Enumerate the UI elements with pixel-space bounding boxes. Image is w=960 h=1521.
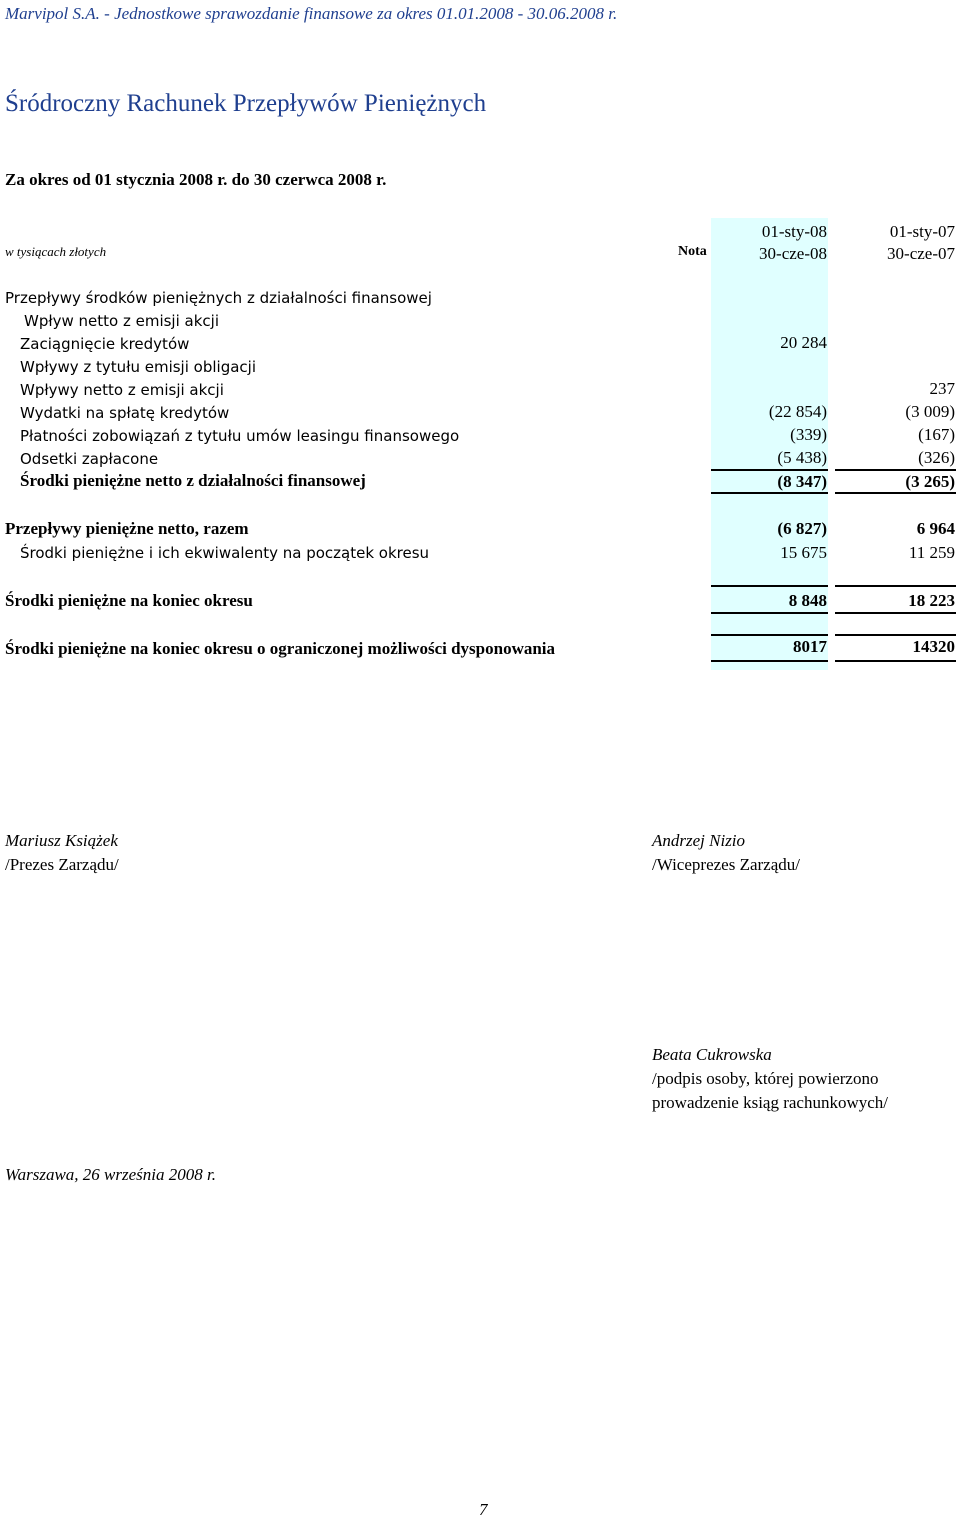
net-total-2007: 6 964 — [916, 519, 955, 538]
row-label: Zaciągnięcie kredytów — [20, 335, 190, 353]
document-header: Marvipol S.A. - Jednostkowe sprawozdanie finansowe za okres 01.01.2008 - 30.06.2008 r. — [5, 4, 618, 23]
nota-header: Nota — [678, 244, 707, 259]
closing-underline — [835, 612, 956, 614]
closing-rule — [835, 585, 956, 587]
statement-title: Śródroczny Rachunek Przepływów Pieniężnych — [5, 90, 487, 117]
row-value-2007: 237 — [929, 379, 955, 398]
row-value-2007: (326) — [918, 448, 955, 467]
signatory-3-role-cont: prowadzenie ksiąg rachunkowych/ — [652, 1093, 889, 1112]
page-number: 7 — [479, 1500, 488, 1519]
signatory-2-name: Andrzej Nizio — [652, 831, 746, 850]
closing-balance-label: Środki pieniężne na koniec okresu — [5, 591, 253, 610]
col2-to: 30-cze-07 — [887, 244, 955, 263]
place-and-date: Warszawa, 26 września 2008 r. — [5, 1165, 216, 1184]
restricted-cash-label: Środki pieniężne na koniec okresu o ograniczonej możliwości dysponowania — [5, 639, 556, 658]
row-value-2008: (22 854) — [768, 402, 827, 421]
unit-label: w tysiącach złotych — [5, 244, 107, 259]
subtotal-underline — [711, 492, 828, 494]
net-financing-2008: (8 347) — [777, 472, 827, 491]
col1-to: 30-cze-08 — [759, 244, 827, 263]
section-heading: Przepływy środków pieniężnych z działalności finansowej — [5, 289, 432, 307]
net-financing-2007: (3 265) — [905, 472, 955, 491]
net-total-2008: (6 827) — [777, 519, 827, 538]
row-label: Odsetki zapłacone — [20, 450, 159, 468]
signatory-3-role: /podpis osoby, której powierzono — [652, 1069, 879, 1088]
row-value-2008: 20 284 — [780, 333, 827, 352]
subtotal-underline — [835, 492, 956, 494]
subtotal-rule — [835, 469, 956, 471]
closing-underline — [711, 612, 828, 614]
row-label: Płatności zobowiązań z tytułu umów leasingu finansowego — [20, 427, 460, 445]
restricted-rule — [711, 634, 828, 636]
net-financing-label: Środki pieniężne netto z działalności finansowej — [20, 471, 366, 490]
restricted-underline — [711, 660, 828, 662]
row-value-2007: (3 009) — [905, 402, 955, 421]
net-total-label: Przepływy pieniężne netto, razem — [5, 519, 249, 538]
signatory-3-name: Beata Cukrowska — [652, 1045, 772, 1064]
row-label: Wydatki na spłatę kredytów — [20, 404, 230, 422]
closing-rule — [711, 585, 828, 587]
restricted-rule — [835, 634, 956, 636]
row-value-2007: (167) — [918, 425, 955, 444]
signatory-2-role: /Wiceprezes Zarządu/ — [652, 855, 800, 874]
signatory-1-role: /Prezes Zarządu/ — [5, 855, 119, 874]
restricted-cash-2007: 14320 — [912, 637, 955, 656]
reporting-period: Za okres od 01 stycznia 2008 r. do 30 czerwca 2008 r. — [5, 170, 387, 189]
opening-balance-2008: 15 675 — [780, 543, 827, 562]
row-label: Wpływy netto z emisji akcji — [20, 381, 224, 399]
restricted-cash-2008: 8017 — [793, 637, 827, 656]
opening-balance-2007: 11 259 — [908, 543, 955, 562]
row-value-2008: (339) — [790, 425, 827, 444]
subtotal-rule — [711, 469, 828, 471]
closing-balance-2007: 18 223 — [908, 591, 955, 610]
row-label: Wpływy z tytułu emisji obligacji — [20, 358, 256, 376]
opening-balance-label: Środki pieniężne i ich ekwiwalenty na początek okresu — [20, 544, 430, 562]
signatory-1-name: Mariusz Książek — [5, 831, 118, 850]
row-value-2008: (5 438) — [777, 448, 827, 467]
col2-from: 01-sty-07 — [889, 222, 955, 241]
restricted-underline — [835, 660, 956, 662]
closing-balance-2008: 8 848 — [788, 591, 827, 610]
row-label: Wpływ netto z emisji akcji — [24, 312, 219, 330]
col1-from: 01-sty-08 — [761, 222, 827, 241]
